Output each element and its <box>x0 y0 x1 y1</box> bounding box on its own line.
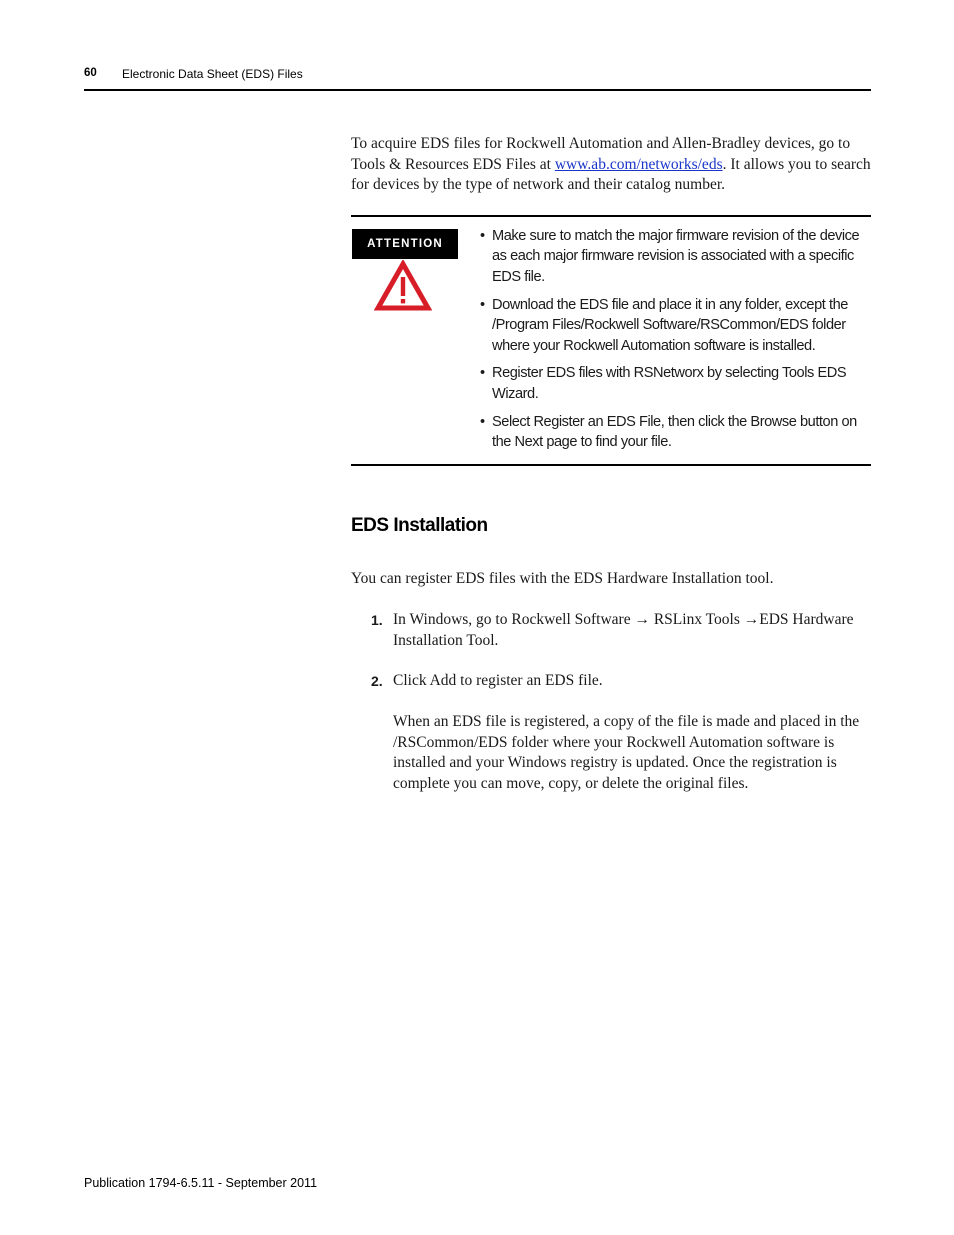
eds-files-link[interactable]: www.ab.com/networks/eds <box>554 155 723 173</box>
step-number: 1. <box>371 612 383 628</box>
attention-item: • Register EDS files with RSNetworx by selecting Tools EDS Wizard. <box>478 363 871 404</box>
intro-paragraph <box>351 134 871 196</box>
step-note: When an EDS file is registered, a copy of the file is made and placed in the /RSCommon/EDS folder where your Rockwell Automation software is installed and your Windows registry is updated. Once the registration is complete you can move, copy, or delete the original files. <box>393 713 860 793</box>
step-number: 2. <box>371 673 383 689</box>
section-heading: EDS Installation <box>351 515 488 536</box>
intro-text-after-link: . It allows you to search for devices by the type of network and their catalog number. <box>351 155 871 194</box>
step-item <box>351 671 871 692</box>
publication-footer: Publication 1794-6.5.11 - September 2011 <box>84 1176 318 1190</box>
intro-text-before-link: To acquire EDS files for Rockwell Automation and Allen-Bradley devices, go to Tools & Resources EDS Files at <box>351 135 851 173</box>
running-title: Electronic Data Sheet (EDS) Files <box>122 67 303 81</box>
section-intro: You can register EDS files with the EDS Hardware Installation tool. <box>351 570 774 587</box>
attention-item: • Make sure to match the major firmware revision of the device as each major firmware revision is associated with a specific EDS file. <box>478 226 871 287</box>
attention-top-rule <box>351 215 871 217</box>
page-number: 60 <box>84 67 97 79</box>
step-text: Click Add to register an EDS file. <box>393 672 603 689</box>
attention-label: ATTENTION <box>352 229 458 259</box>
attention-bottom-rule <box>351 464 871 466</box>
attention-item: • Select Register an EDS File, then click the Browse button on the Next page to find your file. <box>478 412 871 453</box>
step-item <box>351 610 871 651</box>
attention-list <box>478 226 871 460</box>
warning-triangle-icon <box>374 260 432 312</box>
step-text: In Windows, go to Rockwell Software → RSLinx Tools →EDS Hardware Installation Tool. <box>393 611 854 649</box>
attention-item: • Download the EDS file and place it in any folder, except the /Program Files/Rockwell Software/RSCommon/EDS folder where your Rockwell Automation software is installed. <box>478 295 871 356</box>
header-rule <box>84 89 871 91</box>
